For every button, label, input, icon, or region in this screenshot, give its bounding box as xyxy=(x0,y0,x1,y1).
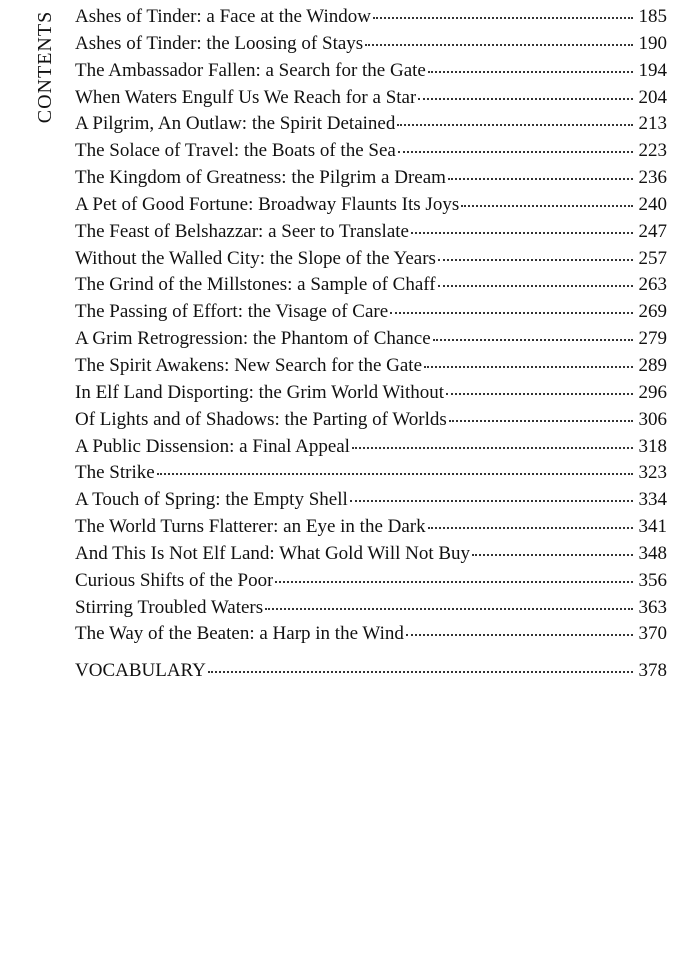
dot-leader xyxy=(461,205,633,207)
toc-entry-page: 370 xyxy=(638,623,667,645)
toc-entry-page: 356 xyxy=(638,569,667,591)
table-of-contents xyxy=(75,4,667,685)
toc-entry-vocabulary xyxy=(75,658,667,685)
toc-entry-title: The World Turns Flatterer: an Eye in the Dark xyxy=(75,516,426,538)
dot-leader xyxy=(275,581,633,583)
toc-entry-title: Ashes of Tinder: the Loosing of Stays xyxy=(75,32,364,54)
dot-leader xyxy=(418,98,633,100)
toc-entry xyxy=(75,31,667,58)
toc-entry-title: Of Lights and of Shadows: the Parting of Worlds xyxy=(75,408,447,430)
toc-entry xyxy=(75,434,667,461)
toc-entry-title: The Spirit Awakens: New Search for the Gate xyxy=(75,354,423,376)
toc-entry-page: 318 xyxy=(638,435,667,457)
toc-entry-title: VOCABULARY xyxy=(75,660,206,682)
dot-leader xyxy=(398,151,633,153)
dot-leader xyxy=(438,259,633,261)
toc-entry-page: 289 xyxy=(638,354,667,376)
dot-leader xyxy=(365,44,633,46)
toc-entry xyxy=(75,460,667,487)
toc-entry-title: The Strike xyxy=(75,462,155,484)
dot-leader xyxy=(449,420,633,422)
toc-entry-page: 348 xyxy=(638,542,667,564)
toc-entry-title: The Passing of Effort: the Visage of Care xyxy=(75,301,389,323)
toc-entry xyxy=(75,326,667,353)
dot-leader xyxy=(428,71,633,73)
dot-leader xyxy=(433,339,633,341)
toc-entry-title: Stirring Troubled Waters xyxy=(75,596,264,618)
toc-entry xyxy=(75,219,667,246)
toc-entry-page: 269 xyxy=(638,301,667,323)
contents-heading-text: CONTENTS xyxy=(34,10,56,124)
toc-entry-title: The Grind of the Millstones: a Sample of Chaff xyxy=(75,274,436,296)
toc-entry xyxy=(75,138,667,165)
dot-leader xyxy=(397,124,633,126)
toc-entry-title: A Public Dissension: a Final Appeal xyxy=(75,435,350,457)
toc-entry xyxy=(75,595,667,622)
toc-entry-title: In Elf Land Disporting: the Grim World Without xyxy=(75,381,445,403)
toc-entry xyxy=(75,85,667,112)
toc-entry-page: 279 xyxy=(638,328,667,350)
toc-entry-page: 204 xyxy=(638,86,667,108)
toc-entry-page: 194 xyxy=(638,59,667,81)
toc-entry xyxy=(75,4,667,31)
toc-entry xyxy=(75,568,667,595)
dot-leader xyxy=(428,527,633,529)
dot-leader xyxy=(350,500,633,502)
toc-entry xyxy=(75,487,667,514)
toc-entry-page: 263 xyxy=(638,274,667,296)
toc-entry-title: The Solace of Travel: the Boats of the Sea xyxy=(75,140,396,162)
toc-entry xyxy=(75,272,667,299)
toc-entry-title: A Pet of Good Fortune: Broadway Flaunts Its Joys xyxy=(75,193,460,215)
toc-entry xyxy=(75,621,667,648)
toc-entry-title: Ashes of Tinder: a Face at the Window xyxy=(75,6,371,27)
dot-leader xyxy=(390,312,633,314)
toc-entry xyxy=(75,58,667,85)
contents-heading xyxy=(28,6,62,128)
toc-entry-title: The Ambassador Fallen: a Search for the Gate xyxy=(75,59,426,81)
toc-entry-page: 247 xyxy=(638,220,667,242)
toc-entry xyxy=(75,299,667,326)
toc-entry-page: 306 xyxy=(638,408,667,430)
toc-entry-title: The Way of the Beaten: a Harp in the Wind xyxy=(75,623,404,645)
dot-leader xyxy=(208,671,633,673)
toc-entry-title: When Waters Engulf Us We Reach for a Star xyxy=(75,86,417,108)
toc-entry-title: A Grim Retrogression: the Phantom of Chance xyxy=(75,328,431,350)
toc-entry xyxy=(75,541,667,568)
dot-leader xyxy=(352,447,633,449)
dot-leader xyxy=(438,285,633,287)
toc-entry-page: 236 xyxy=(638,167,667,189)
dot-leader xyxy=(446,393,633,395)
toc-entry-page: 257 xyxy=(638,247,667,269)
toc-entry-page: 363 xyxy=(638,596,667,618)
toc-entry-page: 223 xyxy=(638,140,667,162)
toc-entry xyxy=(75,380,667,407)
dot-leader xyxy=(411,232,633,234)
dot-leader xyxy=(373,17,633,19)
toc-entry-title: A Pilgrim, An Outlaw: the Spirit Detained xyxy=(75,113,396,135)
toc-entry xyxy=(75,111,667,138)
toc-entry xyxy=(75,192,667,219)
toc-entry xyxy=(75,407,667,434)
toc-entry-page: 190 xyxy=(638,32,667,54)
toc-entry-title: And This Is Not Elf Land: What Gold Will Not Buy xyxy=(75,542,471,564)
toc-entry-page: 378 xyxy=(638,660,667,682)
toc-entry-page: 240 xyxy=(638,193,667,215)
toc-entry-page: 296 xyxy=(638,381,667,403)
toc-entry-title: Without the Walled City: the Slope of the Years xyxy=(75,247,436,269)
toc-entry-title: A Touch of Spring: the Empty Shell xyxy=(75,489,348,511)
dot-leader xyxy=(448,178,633,180)
dot-leader xyxy=(406,634,633,636)
toc-entry xyxy=(75,353,667,380)
toc-entry xyxy=(75,246,667,273)
toc-entry-title: The Kingdom of Greatness: the Pilgrim a Dream xyxy=(75,167,446,189)
toc-entry-page: 213 xyxy=(638,113,667,135)
dot-leader xyxy=(472,554,633,556)
toc-entry-page: 334 xyxy=(638,489,667,511)
toc-entry xyxy=(75,514,667,541)
toc-entry-page: 341 xyxy=(638,516,667,538)
dot-leader xyxy=(424,366,633,368)
dot-leader xyxy=(265,608,633,610)
toc-entry-title: Curious Shifts of the Poor xyxy=(75,569,274,591)
toc-entry-page: 323 xyxy=(638,462,667,484)
toc-entry-page: 185 xyxy=(638,6,667,27)
toc-entry-title: The Feast of Belshazzar: a Seer to Translate xyxy=(75,220,409,242)
toc-entry xyxy=(75,165,667,192)
dot-leader xyxy=(157,473,633,475)
